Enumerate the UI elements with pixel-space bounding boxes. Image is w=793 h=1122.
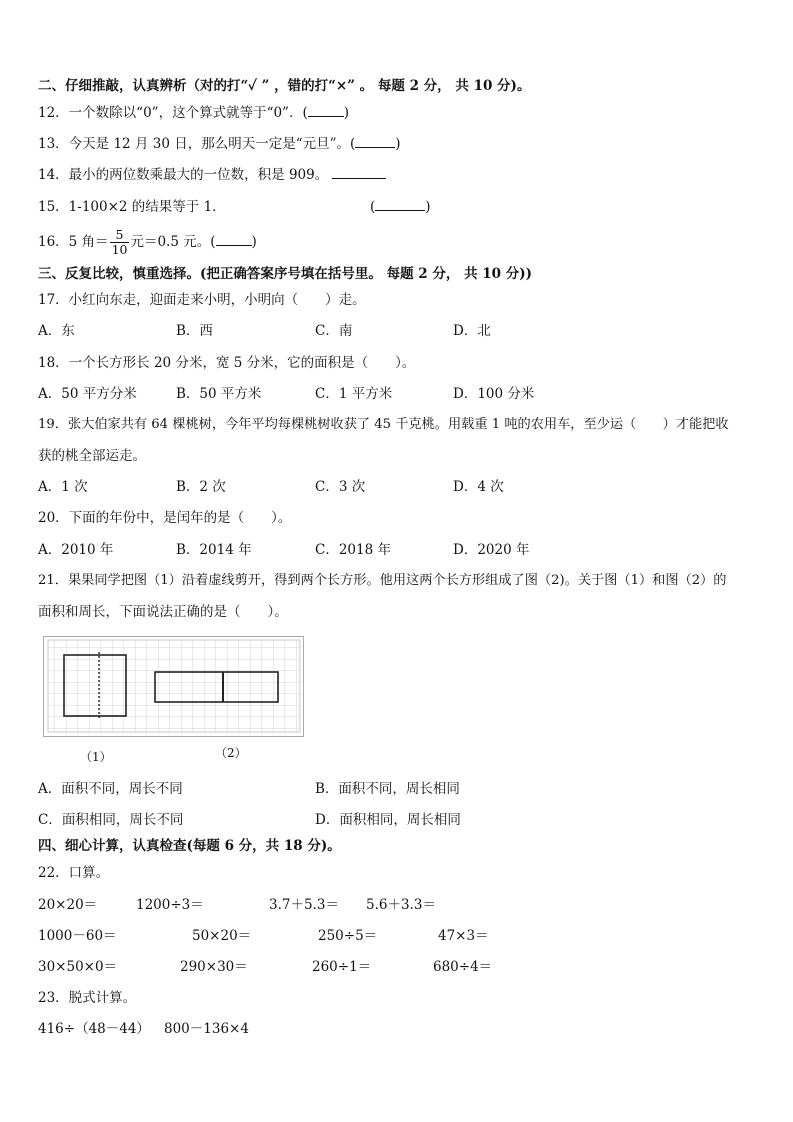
option-a[interactable]: A．面积不同，周长不同 (38, 781, 183, 797)
option-d[interactable]: D．100 分米 (453, 386, 535, 402)
question-22: 22．口算。 (38, 865, 110, 881)
option-c[interactable]: C．2018 年 (315, 542, 391, 558)
calc-item: 416÷（48－44） (38, 1021, 150, 1037)
option-c[interactable]: C．1 平方米 (315, 386, 393, 402)
answer-blank[interactable] (375, 198, 425, 211)
calc-item: 30×50×0＝ (38, 959, 118, 975)
option-b[interactable]: B．50 平方米 (176, 386, 262, 402)
calc-item: 250÷5＝ (318, 928, 378, 944)
question-23: 23．脱式计算。 (38, 990, 137, 1006)
question-14: 14．最小的两位数乘最大的一位数，积是 909。 (38, 166, 386, 184)
option-b[interactable]: B．2 次 (176, 479, 226, 495)
figure-2-caption: （2） (215, 746, 247, 760)
answer-blank[interactable] (216, 233, 252, 246)
section-2-title: 二、仔细推敲，认真辨析（对的打“✓ ” ，错的打“×” 。 每题 2 分， 共 10 分)。 (38, 78, 531, 94)
calc-item: 50×20＝ (192, 928, 252, 944)
question-13: 13．今天是 12 月 30 日，那么明天一定是“元旦”。( ) (38, 136, 401, 152)
answer-blank[interactable] (332, 166, 386, 179)
option-c[interactable]: C．面积相同，周长不同 (38, 812, 184, 828)
calc-item: 3.7＋5.3＝ (269, 897, 339, 913)
question-17: 17．小红向东走，迎面走来小明，小明向（ ）走。 (38, 292, 366, 308)
question-15-answer: ( ) (370, 199, 431, 215)
calc-item: 5.6＋3.3＝ (366, 897, 436, 913)
question-20: 20．下面的年份中，是闰年的是（ ）。 (38, 510, 292, 526)
fraction: $\frac{5}{10}$ (111, 227, 128, 257)
option-d[interactable]: D．北 (453, 323, 491, 339)
calc-item: 290×30＝ (180, 959, 248, 975)
question-16: 16．5 角＝ $\frac{5}{10}$ 元＝0.5 元。( ) (38, 227, 257, 257)
section-3-title: 三、反复比较，慎重选择。(把正确答案序号填在括号里。 每题 2 分， 共 10 分)) (38, 266, 533, 282)
option-d[interactable]: D．面积相同，周长相同 (315, 812, 461, 828)
calc-item: 680÷4＝ (433, 959, 493, 975)
question-21-cont: 面积和周长，下面说法正确的是（ ）。 (38, 604, 288, 620)
option-d[interactable]: D．2020 年 (453, 542, 530, 558)
question-21: 21．果果同学把图（1）沿着虚线剪开，得到两个长方形。他用这两个长方形组成了图（2)。关于图（1）和图（2）的 (38, 573, 727, 588)
question-19-cont: 获的桃全部运走。 (38, 448, 146, 464)
question-15: 15．1-100×2 的结果等于 1． (38, 199, 226, 215)
option-a[interactable]: A．50 平方分米 (38, 386, 137, 402)
section-4-title: 四、细心计算，认真检查(每题 6 分，共 18 分)。 (38, 838, 341, 854)
calc-item: 800－136×4 (164, 1021, 249, 1037)
grid (48, 640, 300, 732)
option-b[interactable]: B．西 (176, 323, 213, 339)
option-c[interactable]: C．3 次 (315, 479, 366, 495)
grid-figure (43, 636, 305, 738)
option-a[interactable]: A．2010 年 (38, 542, 114, 558)
calc-item: 260÷1＝ (312, 959, 372, 975)
calc-item: 1000－60＝ (38, 928, 117, 944)
option-d[interactable]: D．4 次 (453, 479, 504, 495)
option-b[interactable]: B．2014 年 (176, 542, 252, 558)
question-12: 12．一个数除以“0”，这个算式就等于“0”．( ) (38, 105, 350, 121)
option-a[interactable]: A．1 次 (38, 479, 88, 495)
answer-blank[interactable] (308, 104, 344, 117)
question-18: 18．一个长方形长 20 分米，宽 5 分米，它的面积是（ ）。 (38, 355, 416, 371)
question-19: 19．张大伯家共有 64 棵桃树，今年平均每棵桃树收获了 45 千克桃。用载重 1 吨的农用车，至少运（ ）才能把收 (38, 417, 729, 432)
figure-1-caption: （1） (80, 750, 112, 764)
calc-item: 47×3＝ (438, 928, 489, 944)
calc-item: 1200÷3＝ (136, 897, 204, 913)
option-a[interactable]: A．东 (38, 323, 75, 339)
option-c[interactable]: C．南 (315, 323, 353, 339)
answer-blank[interactable] (355, 135, 395, 148)
calc-item: 20×20＝ (38, 897, 98, 913)
option-b[interactable]: B．面积不同，周长相同 (315, 781, 460, 797)
